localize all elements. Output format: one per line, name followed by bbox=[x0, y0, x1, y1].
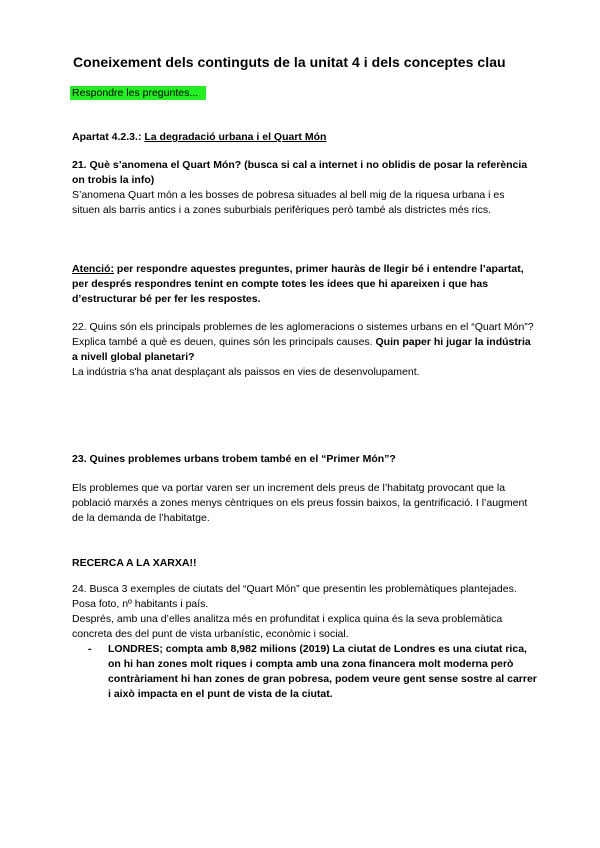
answer-23: Els problemes que va portar varen ser un increment dels preus de l’habitatg provocant que la població marxés a zones menys cèntriques on els preus fossin baixos, la gentrificació. I l’augment de la demanda de l’habitatge. bbox=[72, 482, 528, 524]
attention-label: Atenció: bbox=[72, 263, 114, 275]
highlighted-instruction-text: Respondre les preguntes... bbox=[72, 87, 199, 99]
section-label: Apartat 4.2.3.: bbox=[72, 131, 142, 143]
section-title: La degradació urbana i el Quart Món bbox=[144, 131, 327, 143]
question-24-line1: 24. Busca 3 exemples de ciutats del “Quart Món” que presentin les problemàtiques plantejades. Posa foto, nº habitants i país. bbox=[72, 583, 517, 610]
question-22 bbox=[72, 320, 534, 365]
highlighted-instruction bbox=[70, 86, 206, 100]
question-22-plain: 22. Quins són els principals problemes de les aglomeracions o sistemes urbans en el “Quart Món”? Explica també a què es deuen, quines són les principals causes. bbox=[72, 321, 534, 348]
attention-note bbox=[72, 262, 534, 307]
research-heading: RECERCA A LA XARXA!! bbox=[72, 557, 197, 569]
bullet-text-londres: LONDRES; compta amb 8,982 milions (2019) La ciutat de Londres es una ciutat rica, on hi han zones molt riques i compta amb una zona financera molt moderna però contràriament hi han zones de gran pobresa, podem veure gent sense sostre al carrer i això impacta en el punt de vista de la ciutat. bbox=[108, 643, 537, 700]
answer-22: La indústria s'ha anat desplaçant als paissos en vies de desenvolupament. bbox=[72, 366, 420, 378]
document-title: Coneixement dels continguts de la unitat 4 i dels conceptes clau bbox=[73, 54, 506, 70]
section-heading bbox=[72, 130, 534, 145]
question-22-bold: Quin paper hi jugar la indústria a nivell global planetari? bbox=[72, 336, 531, 363]
question-21: 21. Què s’anomena el Quart Món? (busca si cal a internet i no oblidis de posar la referència on trobis la info) bbox=[72, 159, 528, 186]
answer-21: S’anomena Quart món a les bosses de pobresa situades al bell mig de la riquesa urbana i es situen als barris antics i a zones suburbials perifèriques però també als districtes més rics. bbox=[72, 189, 505, 216]
question-24-line2: Després, amb una d’elles analitza més en profunditat i explica quina és la seva problemàtica concreta des del punt de vista urbanístic, econòmic i social. bbox=[72, 613, 503, 640]
question-23: 23. Quines problemes urbans trobem també en el “Primer Món”? bbox=[72, 453, 396, 465]
attention-text: per respondre aquestes preguntes, primer hauràs de llegir bé i entendre l’apartat, per després respondres tenint en compte totes les idees que hi apareixen i que has d’estructurar bé per fer les respostes. bbox=[72, 263, 524, 305]
bullet-marker: - bbox=[88, 643, 92, 655]
